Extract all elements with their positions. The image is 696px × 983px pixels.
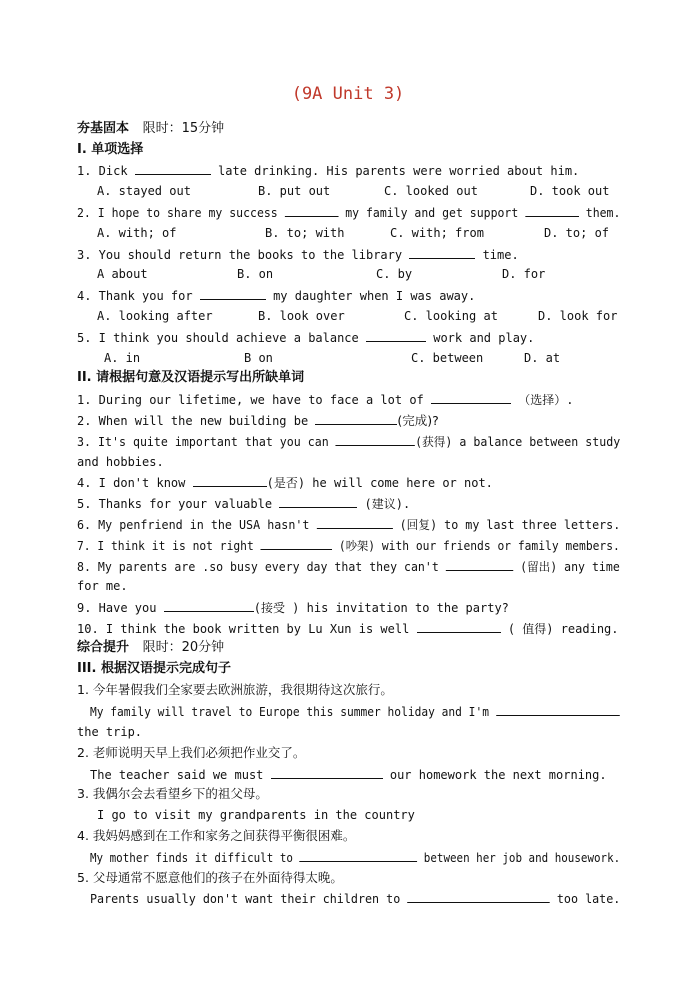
mc-option: D. to; of xyxy=(544,226,610,240)
answer-blank[interactable] xyxy=(279,495,357,508)
fill-question-8-cont: for me. xyxy=(77,579,128,593)
section-subtitle-2: II. 请根据句意及汉语提示写出所缺单词 xyxy=(77,370,305,385)
mc-option: A. looking after xyxy=(97,309,213,323)
mc-question-5: 5. I think you should achieve a balance work and play. xyxy=(77,331,535,345)
section-subtitle-1: I. 单项选择 xyxy=(77,142,144,157)
answer-blank[interactable] xyxy=(417,620,501,633)
answer-blank[interactable] xyxy=(431,391,511,404)
answer-blank[interactable] xyxy=(446,558,513,571)
trans-question-3-cn: 3. 我偶尔会去看望乡下的祖父母。 xyxy=(77,786,268,801)
mc-option: C. between xyxy=(411,351,484,365)
fill-question-9: 9. Have you (接受 ) his invitation to the party? xyxy=(77,601,509,615)
answer-blank[interactable] xyxy=(407,890,549,903)
mc-question-3: 3. You should return the books to the library time. xyxy=(77,248,519,262)
answer-blank[interactable] xyxy=(135,162,211,175)
mc-option: A. in xyxy=(104,351,141,365)
mc-option: D. at xyxy=(524,351,561,365)
mc-option: D. look for xyxy=(538,309,618,323)
trans-question-2-cn: 2. 老师说明天早上我们必须把作业交了。 xyxy=(77,745,306,760)
answer-blank[interactable] xyxy=(525,204,579,217)
section-header-1: 夯基固本 限时：15分钟 xyxy=(77,121,225,136)
section-header-3: 综合提升 限时：20分钟 xyxy=(77,640,225,655)
fill-question-8: 8. My parents are .so busy every day that they can't (留出) any time xyxy=(77,560,620,574)
section-subtitle-3: III. 根据汉语提示完成句子 xyxy=(77,661,231,676)
worksheet-title: (9A Unit 3) xyxy=(291,84,405,104)
fill-question-6: 6. My penfriend in the USA hasn't (回复) to my last three letters. xyxy=(77,518,621,532)
fill-question-1: 1. During our lifetime, we have to face a lot of （选择）. xyxy=(77,393,574,407)
answer-blank[interactable] xyxy=(200,287,266,300)
mc-option: A. with; of xyxy=(97,226,177,240)
mc-question-4: 4. Thank you for my daughter when I was away. xyxy=(77,289,476,303)
answer-blank[interactable] xyxy=(164,599,254,612)
mc-question-1: 1. Dick late drinking. His parents were worried about him. xyxy=(77,164,580,178)
answer-blank[interactable] xyxy=(336,433,415,446)
trans-question-1-cn: 1. 今年暑假我们全家要去欧洲旅游，我很期待这次旅行。 xyxy=(77,682,393,697)
trans-question-2-en: The teacher said we must our homework the next morning. xyxy=(90,768,607,782)
mc-option: D. took out xyxy=(530,184,610,198)
fill-question-3-cont: and hobbies. xyxy=(77,455,164,469)
fill-question-3: 3. It's quite important that you can (获得) a balance between study xyxy=(77,435,621,449)
mc-option: C. by xyxy=(376,267,413,281)
answer-blank[interactable] xyxy=(366,329,426,342)
fill-question-2: 2. When will the new building be (完成)? xyxy=(77,413,439,428)
answer-blank[interactable] xyxy=(261,537,333,550)
fill-question-5: 5. Thanks for your valuable (建议). xyxy=(77,497,411,511)
trans-question-1-en: My family will travel to Europe this summer holiday and I'm xyxy=(90,703,619,720)
answer-blank[interactable] xyxy=(299,849,417,862)
mc-question-2: 2. I hope to share my success my family and get support them. xyxy=(77,206,621,220)
fill-question-10: 10. I think the book written by Lu Xun is well ( 值得) reading. xyxy=(77,622,619,636)
fill-question-7: 7. I think it is not right (吵架) with our friends or family members. xyxy=(77,539,620,553)
trans-question-3-en: I go to visit my grandparents in the country xyxy=(97,808,415,822)
mc-option: C. looked out xyxy=(384,184,478,198)
trans-question-5-cn: 5. 父母通常不愿意他们的孩子在外面待得太晚。 xyxy=(77,870,343,885)
answer-blank[interactable] xyxy=(317,516,393,529)
answer-blank[interactable] xyxy=(496,703,620,716)
answer-blank[interactable] xyxy=(193,474,267,487)
answer-blank[interactable] xyxy=(315,412,397,425)
mc-option: C. with; from xyxy=(390,226,484,240)
mc-option: A. stayed out xyxy=(97,184,191,198)
mc-option: D. for xyxy=(502,267,546,281)
trans-question-5-en: Parents usually don't want their children to too late. xyxy=(90,892,621,906)
answer-blank[interactable] xyxy=(285,204,339,217)
mc-option: B on xyxy=(244,351,273,365)
trans-question-4-cn: 4. 我妈妈感到在工作和家务之间获得平衡很困难。 xyxy=(77,828,356,843)
mc-option: A about xyxy=(97,267,148,281)
mc-option: B. on xyxy=(237,267,274,281)
answer-blank[interactable] xyxy=(271,766,383,779)
mc-option: C. looking at xyxy=(404,309,498,323)
mc-option: B. to; with xyxy=(265,226,345,240)
answer-blank[interactable] xyxy=(409,246,475,259)
trans-question-4-en: My mother finds it difficult to between her job and housework. xyxy=(90,851,621,865)
mc-option: B. put out xyxy=(258,184,331,198)
fill-question-4: 4. I don't know (是否) he will come here or not. xyxy=(77,476,493,490)
trans-question-1-en-cont: the trip. xyxy=(77,725,143,739)
mc-option: B. look over xyxy=(258,309,345,323)
